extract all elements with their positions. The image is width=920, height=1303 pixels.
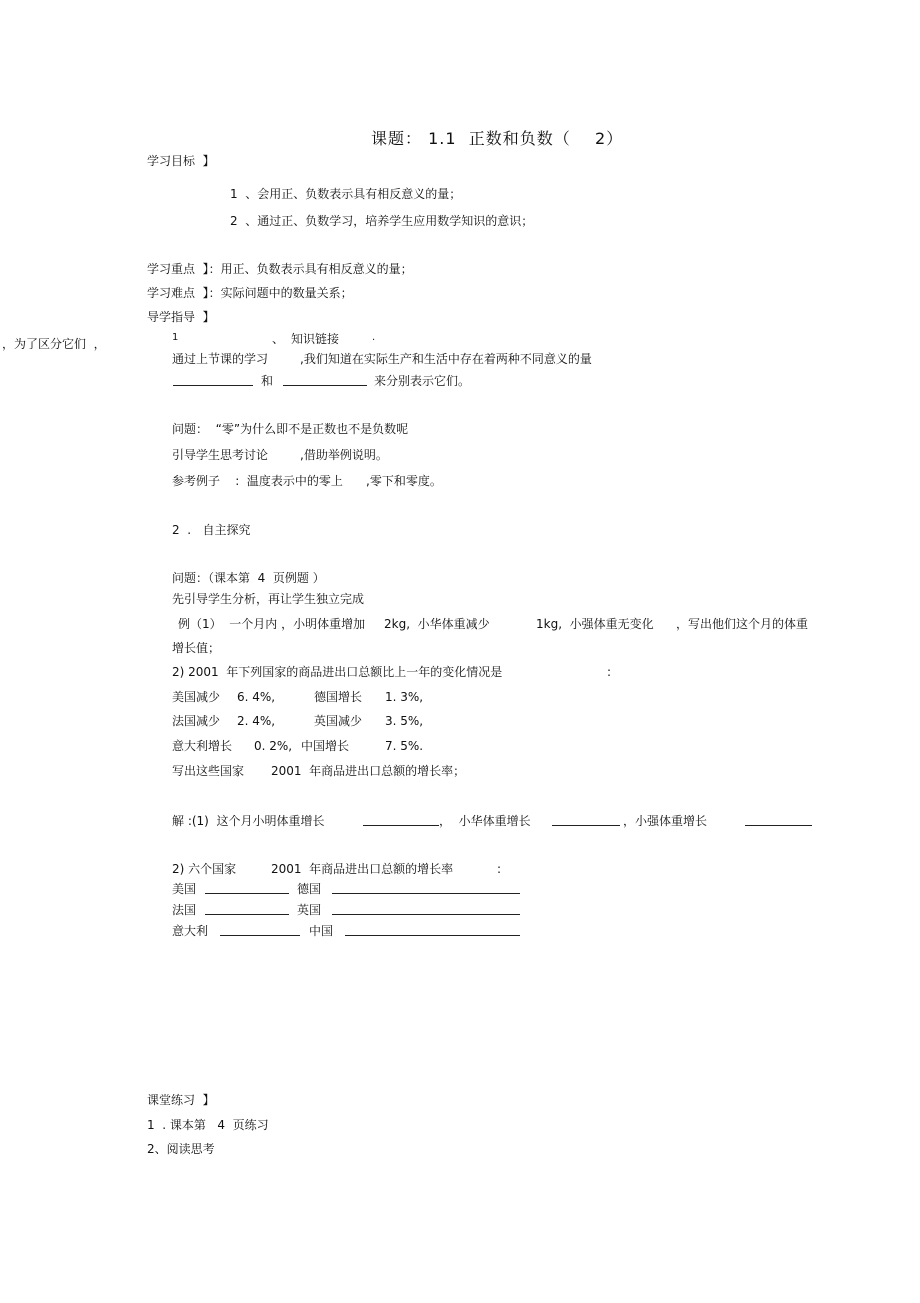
section1-number: 1 bbox=[172, 332, 179, 343]
key-point: 学习重点 】：用正、负数表示具有相反意义的量； bbox=[147, 262, 413, 276]
guide-heading: 导学指导 】 bbox=[147, 310, 215, 324]
section1-line1a: 通过上节课的学习 bbox=[172, 352, 269, 366]
write-rates-b: 2001 年商品进出口总额的增长率； bbox=[271, 764, 466, 778]
section1-line1b: ,我们知道在实际生产和生活中存在着两种不同意义的量 bbox=[300, 352, 592, 366]
reference-example: 参考例子 : 温度表示中的零上 bbox=[172, 474, 343, 488]
blank-xiaohua[interactable] bbox=[552, 825, 620, 826]
solution2-a: 2) 六个国家 bbox=[172, 862, 237, 876]
guide-discussion-2: ,借助举例说明。 bbox=[300, 448, 388, 462]
blank-france[interactable] bbox=[205, 914, 289, 915]
row1-country2: 德国增长 bbox=[314, 690, 363, 704]
margin-note: ，为了区分它们 ， bbox=[2, 337, 106, 351]
row3-value1: 0. 2%, bbox=[254, 739, 293, 753]
section2-question: 问题：（课本第 4 页例题 ） bbox=[172, 571, 325, 585]
blank-germany[interactable] bbox=[332, 893, 520, 894]
section1-heading: 知识链接 bbox=[291, 332, 340, 346]
row3-value2: 7. 5%. bbox=[385, 739, 424, 753]
country-usa: 美国 bbox=[172, 882, 197, 896]
row3-country2: 中国增长 bbox=[301, 739, 350, 753]
blank-china[interactable] bbox=[345, 935, 520, 936]
blank-xiaoming[interactable] bbox=[363, 825, 439, 826]
blank-negative[interactable] bbox=[283, 385, 367, 386]
section2-lead: 先引导学生分析，再让学生独立完成 bbox=[172, 592, 365, 606]
example1-part-a: 例（1） 一个月内 ，小明体重增加 bbox=[178, 617, 366, 631]
section2-heading: 2 . 自主探究 bbox=[172, 523, 251, 537]
example1-part-b: 2kg, 小华体重减少 bbox=[384, 617, 490, 631]
row2-value2: 3. 5%, bbox=[385, 714, 424, 728]
page-title: 课题： 1.1 正数和负数（ 2） bbox=[371, 129, 624, 148]
row2-country2: 英国减少 bbox=[314, 714, 363, 728]
blank-xiaoqiang[interactable] bbox=[745, 825, 812, 826]
section1-dot: . bbox=[372, 332, 376, 343]
row3-country1: 意大利增长 bbox=[172, 739, 233, 753]
blank-uk[interactable] bbox=[332, 914, 520, 915]
blank-italy[interactable] bbox=[220, 935, 300, 936]
solution1-a: 解 :(1) 这个月小明体重增长 bbox=[172, 814, 325, 828]
row1-value1: 6. 4%, bbox=[237, 690, 276, 704]
example1-part-e: 增长值； bbox=[172, 641, 221, 655]
zero-question: 问题： “零”为什么即不是正数也不是负数呢 bbox=[172, 422, 409, 436]
guide-discussion: 引导学生思考讨论 bbox=[172, 448, 269, 462]
practice-heading: 课堂练习 】 bbox=[147, 1093, 215, 1107]
objective-item-1: 1 、会用正、负数表示具有相反意义的量； bbox=[230, 187, 462, 201]
country-germany: 德国 bbox=[297, 882, 322, 896]
solution1-b: ， 小华体重增长 bbox=[439, 814, 531, 828]
practice-item-1: 1 . 课本第 4 页练习 bbox=[147, 1118, 269, 1132]
section1-dun: 、 bbox=[272, 332, 285, 346]
country-china: 中国 bbox=[309, 924, 334, 938]
objectives-heading: 学习目标 】 bbox=[147, 154, 215, 168]
row2-value1: 2. 4%, bbox=[237, 714, 276, 728]
country-uk: 英国 bbox=[297, 903, 322, 917]
blank-positive[interactable] bbox=[173, 385, 253, 386]
row2-country1: 法国减少 bbox=[172, 714, 221, 728]
example1-part-c: 1kg, 小强体重无变化 bbox=[536, 617, 654, 631]
country-italy: 意大利 bbox=[172, 924, 209, 938]
country-france: 法国 bbox=[172, 903, 197, 917]
row1-value2: 1. 3%, bbox=[385, 690, 424, 704]
practice-item-2: 2、阅读思考 bbox=[147, 1142, 215, 1156]
example2-colon: : bbox=[607, 665, 612, 679]
difficulty: 学习难点 】：实际问题中的数量关系； bbox=[147, 286, 353, 300]
solution2-colon: : bbox=[497, 862, 502, 876]
example2-intro: 2) 2001 年下列国家的商品进出口总额比上一年的变化情况是 bbox=[172, 665, 503, 679]
write-rates-a: 写出这些国家 bbox=[172, 764, 245, 778]
section1-line2-end: 来分别表示它们。 bbox=[374, 374, 471, 388]
section1-and: 和 bbox=[261, 374, 274, 388]
solution1-c: ，小强体重增长 bbox=[623, 814, 708, 828]
solution2-b: 2001 年商品进出口总额的增长率 bbox=[271, 862, 454, 876]
objective-item-2: 2 、通过正、负数学习，培养学生应用数学知识的意识； bbox=[230, 214, 534, 228]
row1-country1: 美国减少 bbox=[172, 690, 221, 704]
example1-part-d: ，写出他们这个月的体重 bbox=[676, 617, 809, 631]
blank-usa[interactable] bbox=[205, 893, 289, 894]
reference-example-2: ,零下和零度。 bbox=[366, 474, 442, 488]
